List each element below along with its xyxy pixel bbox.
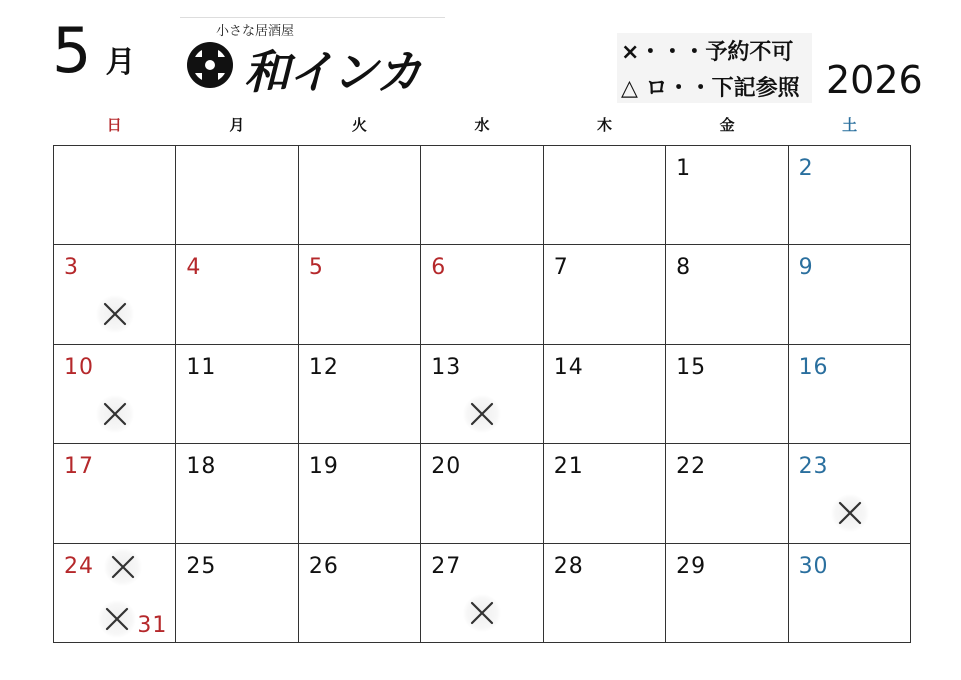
calendar-cell	[544, 146, 666, 245]
weekday-thursday: 木	[597, 116, 613, 134]
calendar-cell	[299, 345, 421, 444]
day-number: 12	[308, 354, 339, 380]
calendar-cell	[176, 444, 298, 543]
day-number: 30	[798, 553, 829, 579]
calendar-cell	[54, 146, 176, 245]
calendar-cell	[666, 345, 788, 444]
calendar-cell	[544, 245, 666, 344]
calendar-cell	[789, 245, 911, 344]
day-number: 25	[186, 553, 217, 579]
day-number: 13	[431, 354, 462, 380]
cross-mark-icon	[463, 395, 501, 433]
day-number: 10	[64, 354, 94, 380]
calendar-cell	[544, 345, 666, 444]
calendar-cell	[54, 245, 176, 344]
month-heading	[52, 14, 136, 87]
day-number: 8	[676, 255, 692, 281]
day-number: 1	[676, 156, 692, 181]
calendar-cell	[666, 444, 788, 543]
calendar-cell	[421, 544, 543, 643]
month-number: 5	[52, 14, 92, 87]
day-number: 4	[186, 255, 202, 281]
day-number: 24	[64, 553, 94, 579]
legend-line-unavailable: ×・・・予約不可	[621, 40, 794, 65]
logo-name: 和インカ	[244, 45, 420, 99]
day-number: 7	[553, 255, 569, 281]
crest-icon	[185, 40, 235, 90]
shop-logo	[180, 17, 445, 102]
calendar-cell	[176, 345, 298, 444]
calendar-cell	[54, 345, 176, 444]
legend-line-see-below: △ ロ・・下記参照	[621, 76, 800, 101]
day-number: 11	[186, 354, 217, 380]
calendar-cell	[666, 245, 788, 344]
day-number: 21	[553, 454, 584, 480]
calendar-cell	[54, 444, 176, 543]
calendar-cell	[176, 146, 298, 245]
cross-mark-icon	[96, 395, 134, 433]
cross-mark-icon	[96, 295, 134, 333]
cross-mark-icon	[98, 600, 136, 638]
day-number: 28	[553, 553, 584, 579]
logo-subtitle: 小さな居酒屋	[216, 24, 295, 39]
calendar-grid	[53, 145, 911, 643]
calendar-cell	[544, 444, 666, 543]
weekday-tuesday: 火	[351, 116, 367, 134]
calendar-cell	[421, 345, 543, 444]
calendar-cell	[789, 146, 911, 245]
day-number: 17	[64, 454, 94, 480]
day-number: 5	[308, 255, 324, 281]
weekday-friday: 金	[719, 116, 735, 134]
calendar-cell	[299, 245, 421, 344]
weekday-header	[53, 114, 911, 138]
day-number-extra: 31	[137, 613, 168, 638]
day-number: 27	[431, 553, 462, 579]
calendar-cell	[421, 245, 543, 344]
calendar-cell	[299, 444, 421, 543]
day-number: 9	[798, 255, 814, 281]
year-label: 2026	[826, 58, 923, 102]
day-number: 15	[676, 354, 707, 380]
calendar-cell	[421, 146, 543, 245]
day-number: 23	[798, 454, 829, 480]
calendar-cell	[789, 544, 911, 643]
calendar-cell	[299, 146, 421, 245]
weekday-wednesday: 水	[474, 116, 490, 134]
weekday-monday: 月	[229, 116, 245, 134]
calendar-cell	[666, 544, 788, 643]
calendar-cell	[54, 544, 176, 643]
weekday-saturday: 土	[842, 116, 858, 134]
calendar-cell	[789, 444, 911, 543]
month-unit: 月	[105, 45, 136, 80]
cross-mark-icon	[831, 494, 869, 532]
calendar-cell	[176, 245, 298, 344]
day-number: 29	[676, 553, 707, 579]
day-number: 22	[676, 454, 707, 480]
day-number: 6	[431, 255, 447, 281]
calendar-cell	[666, 146, 788, 245]
calendar-cell	[421, 444, 543, 543]
cross-mark-icon	[463, 594, 501, 632]
day-number: 18	[186, 454, 217, 480]
calendar-cell	[789, 345, 911, 444]
day-number: 14	[553, 354, 584, 380]
legend-box	[617, 33, 812, 103]
day-number: 20	[431, 454, 462, 480]
day-number: 19	[308, 454, 339, 480]
day-number: 16	[798, 354, 829, 380]
calendar-cell	[299, 544, 421, 643]
weekday-sunday: 日	[106, 116, 122, 134]
calendar-cell	[544, 544, 666, 643]
calendar-cell	[176, 544, 298, 643]
day-number: 26	[308, 553, 339, 579]
day-number: 2	[798, 156, 814, 181]
day-number: 3	[64, 255, 79, 281]
cross-mark-icon	[104, 548, 142, 586]
